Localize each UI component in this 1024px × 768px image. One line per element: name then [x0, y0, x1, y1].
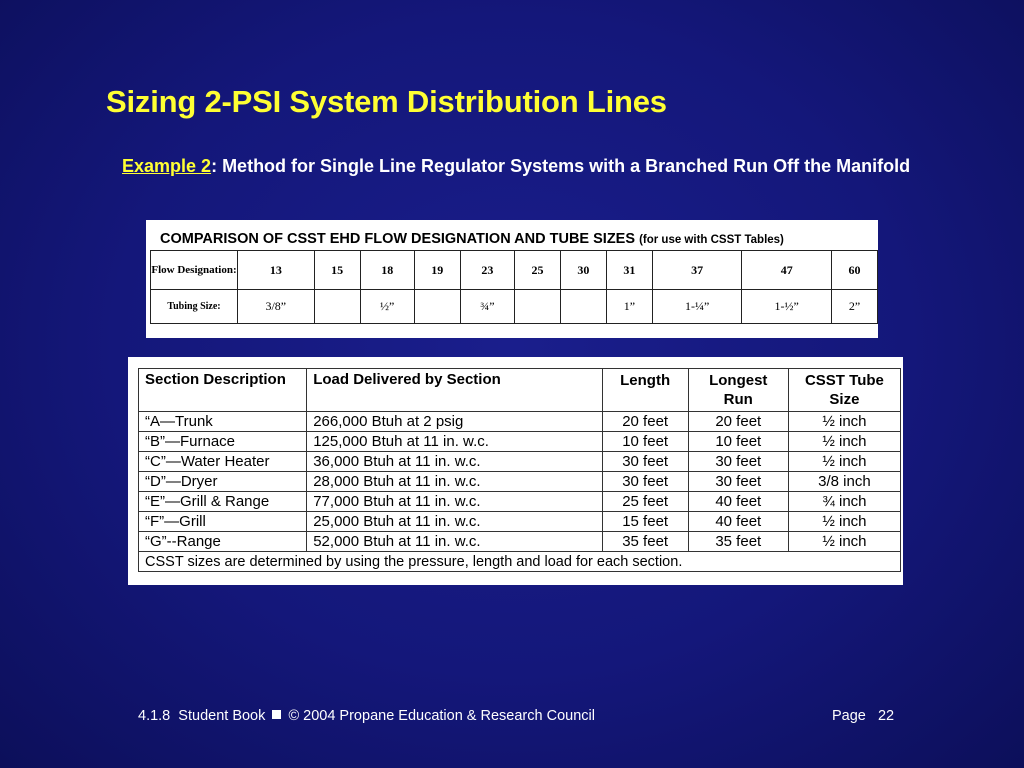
section-cell: “B”—Furnace [139, 432, 307, 452]
flow-cell: 19 [414, 251, 460, 290]
longest-cell: 30 feet [688, 472, 788, 492]
flow-cell: 13 [238, 251, 315, 290]
size-cell: ½ inch [788, 452, 900, 472]
header-section: Section Description [139, 369, 307, 412]
length-cell: 20 feet [602, 412, 688, 432]
table-note: CSST sizes are determined by using the pressure, length and load for each section. [139, 552, 901, 572]
flow-cell: 15 [314, 251, 360, 290]
size-cell: ½ inch [788, 432, 900, 452]
table-row [139, 472, 901, 492]
flow-designation-table [146, 220, 878, 338]
length-cell: 15 feet [602, 512, 688, 532]
longest-cell: 40 feet [688, 492, 788, 512]
longest-cell: 40 feet [688, 512, 788, 532]
header-csst-size: CSST Tube Size [788, 369, 900, 412]
header-longest-run: Longest Run [688, 369, 788, 412]
table-row [139, 512, 901, 532]
section-table-grid [138, 368, 901, 572]
flow-table-title: COMPARISON OF CSST EHD FLOW DESIGNATION AND TUBE SIZES (for use with CSST Tables) [160, 231, 784, 247]
tubing-cell [514, 290, 560, 324]
flow-table-title-note: (for use with CSST Tables) [639, 234, 784, 246]
footer-copyright: © 2004 Propane Education & Research Council [288, 708, 595, 724]
length-cell: 30 feet [602, 472, 688, 492]
tubing-cell [314, 290, 360, 324]
flow-cell: 30 [560, 251, 606, 290]
load-cell: 36,000 Btuh at 11 in. w.c. [307, 452, 602, 472]
table-row [139, 432, 901, 452]
tubing-row-header: Tubing Size: [151, 290, 238, 324]
length-cell: 30 feet [602, 452, 688, 472]
slide-title: Sizing 2-PSI System Distribution Lines [106, 84, 667, 119]
section-table-header [139, 369, 901, 412]
flow-cell: 31 [606, 251, 652, 290]
flow-cell: 18 [360, 251, 414, 290]
section-cell: “G”--Range [139, 532, 307, 552]
load-cell: 77,000 Btuh at 11 in. w.c. [307, 492, 602, 512]
longest-cell: 20 feet [688, 412, 788, 432]
load-cell: 28,000 Btuh at 11 in. w.c. [307, 472, 602, 492]
flow-cell: 60 [832, 251, 878, 290]
section-cell: “A—Trunk [139, 412, 307, 432]
flow-table-grid [150, 250, 878, 324]
tubing-cell: ½” [360, 290, 414, 324]
longest-cell: 35 feet [688, 532, 788, 552]
length-cell: 10 feet [602, 432, 688, 452]
example-colon: : [211, 156, 218, 176]
table-row [139, 492, 901, 512]
section-sizing-table [128, 357, 903, 585]
footer-book: 4.1.8 Student Book [138, 708, 266, 724]
header-load: Load Delivered by Section [307, 369, 602, 412]
example-label: Example 2 [122, 156, 212, 176]
tubing-cell: 3/8” [238, 290, 315, 324]
table-row [139, 532, 901, 552]
load-cell: 266,000 Btuh at 2 psig [307, 412, 602, 432]
page-number: Page 22 [832, 708, 895, 724]
tubing-cell: 1” [606, 290, 652, 324]
section-cell: “C”—Water Heater [139, 452, 307, 472]
load-cell: 52,000 Btuh at 11 in. w.c. [307, 532, 602, 552]
longest-cell: 10 feet [688, 432, 788, 452]
tubing-cell [414, 290, 460, 324]
table-note-row [139, 552, 901, 572]
slide-footer [138, 708, 595, 724]
load-cell: 25,000 Btuh at 11 in. w.c. [307, 512, 602, 532]
section-cell: “E”—Grill & Range [139, 492, 307, 512]
flow-cell: 25 [514, 251, 560, 290]
tubing-row [151, 290, 878, 324]
example-text: Method for Single Line Regulator Systems with a Branched Run Off the Manifold [217, 156, 911, 176]
size-cell: ½ inch [788, 532, 900, 552]
tubing-cell [560, 290, 606, 324]
tubing-cell: 1-½” [742, 290, 832, 324]
section-cell: “D”—Dryer [139, 472, 307, 492]
longest-cell: 30 feet [688, 452, 788, 472]
table-row [139, 452, 901, 472]
length-cell: 35 feet [602, 532, 688, 552]
flow-cell: 23 [460, 251, 514, 290]
tubing-cell: ¾” [460, 290, 514, 324]
header-length: Length [602, 369, 688, 412]
slide-subtitle [122, 153, 952, 179]
flow-row [151, 251, 878, 290]
flow-cell: 37 [652, 251, 742, 290]
flow-row-header: Flow Designation: [151, 251, 238, 290]
size-cell: 3/8 inch [788, 472, 900, 492]
size-cell: ½ inch [788, 412, 900, 432]
tubing-cell: 2” [832, 290, 878, 324]
square-bullet-icon [272, 710, 281, 719]
table-row [139, 412, 901, 432]
length-cell: 25 feet [602, 492, 688, 512]
load-cell: 125,000 Btuh at 11 in. w.c. [307, 432, 602, 452]
flow-cell: 47 [742, 251, 832, 290]
tubing-cell: 1-¼” [652, 290, 742, 324]
size-cell: ¾ inch [788, 492, 900, 512]
section-cell: “F”—Grill [139, 512, 307, 532]
size-cell: ½ inch [788, 512, 900, 532]
